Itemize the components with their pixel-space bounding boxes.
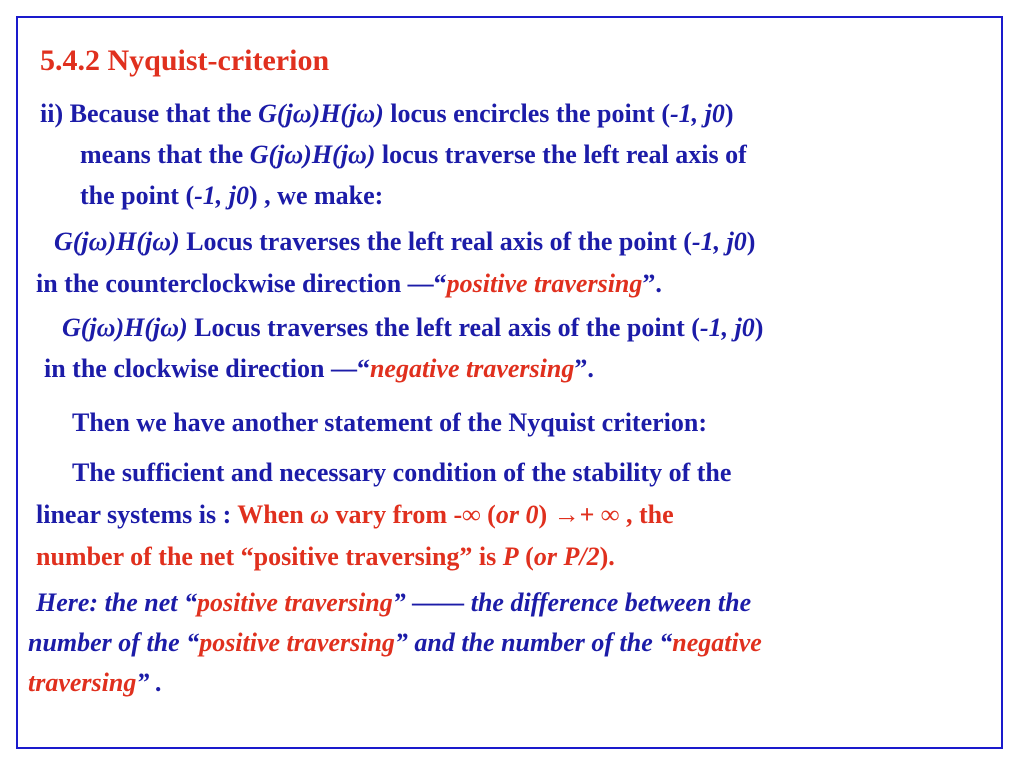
- text: or P/2: [533, 542, 600, 571]
- text: Here: [36, 588, 90, 617]
- text: ”.: [642, 269, 662, 298]
- positive-traversing-term: positive traversing: [197, 588, 393, 617]
- text: locus encircles the point (: [383, 99, 670, 128]
- text: in the counterclockwise direction —“: [36, 269, 447, 298]
- text: ” and the number of the “: [394, 628, 673, 657]
- text: number of the net “positive traversing” is: [36, 542, 503, 571]
- condition-line-2: [36, 500, 674, 530]
- definition-line-3: [28, 668, 162, 698]
- text: ”.: [574, 354, 594, 383]
- text: ” .: [136, 668, 163, 697]
- para-positive-line-2: [36, 269, 662, 299]
- slide-frame: [16, 16, 1003, 749]
- text: ): [724, 99, 734, 128]
- text: When: [237, 500, 311, 529]
- slide-title: 5.4.2 Nyquist-criterion: [40, 44, 330, 77]
- text: ).: [599, 542, 615, 571]
- transfer-function: G(jω)H(jω): [54, 227, 180, 256]
- transfer-function: G(jω)H(jω): [258, 99, 384, 128]
- critical-point: -1, j0: [670, 99, 725, 128]
- text: Locus traverses the left real axis of the point (: [179, 227, 692, 256]
- text: or 0: [495, 500, 539, 529]
- text: Locus traverses the left real axis of the point (: [187, 313, 700, 342]
- text: : the net “: [89, 588, 198, 617]
- text: ) →+ ∞ , the: [538, 500, 674, 529]
- text: vary from -∞ (: [329, 500, 496, 529]
- para-ii-line-2: [80, 140, 747, 170]
- critical-point: -1, j0: [194, 181, 250, 210]
- text: ) , we make:: [249, 181, 384, 210]
- negative-traversing-term: negative traversing: [369, 354, 575, 383]
- text: ): [746, 227, 756, 256]
- text: linear systems is :: [36, 500, 238, 529]
- text: ” —— the difference between the: [392, 588, 752, 617]
- critical-point: -1, j0: [691, 227, 747, 256]
- para-ii-line-3: [80, 181, 383, 211]
- text: in the clockwise direction —“: [44, 354, 370, 383]
- text: ): [754, 313, 764, 342]
- omega-symbol: ω: [310, 500, 330, 529]
- transfer-function: G(jω)H(jω): [62, 313, 188, 342]
- negative-traversing-term: traversing: [28, 668, 137, 697]
- text: means that the: [80, 140, 250, 169]
- para-negative-line-2: [44, 354, 594, 384]
- text: ii) Because that the: [40, 99, 259, 128]
- condition-line-1: The sufficient and necessary condition of the stability of the: [72, 458, 732, 487]
- para-ii-line-1: [40, 99, 734, 129]
- transfer-function: G(jω)H(jω): [249, 140, 376, 169]
- negative-traversing-term: negative: [672, 628, 762, 657]
- positive-traversing-term: positive traversing: [199, 628, 395, 657]
- text: locus traverse the left real axis of: [375, 140, 747, 169]
- definition-line-2: [28, 628, 762, 658]
- positive-traversing-term: positive traversing: [446, 269, 643, 298]
- text: number of the “: [28, 628, 200, 657]
- text: (: [518, 542, 534, 571]
- text: the point (: [80, 181, 195, 210]
- p-symbol: P: [502, 542, 519, 571]
- definition-line-1: [36, 588, 751, 618]
- condition-line-3: [36, 542, 615, 572]
- critical-point: -1, j0: [699, 313, 755, 342]
- para-negative-line-1: [62, 313, 763, 343]
- statement-intro: Then we have another statement of the Nyquist criterion:: [72, 408, 707, 437]
- para-positive-line-1: [54, 227, 755, 257]
